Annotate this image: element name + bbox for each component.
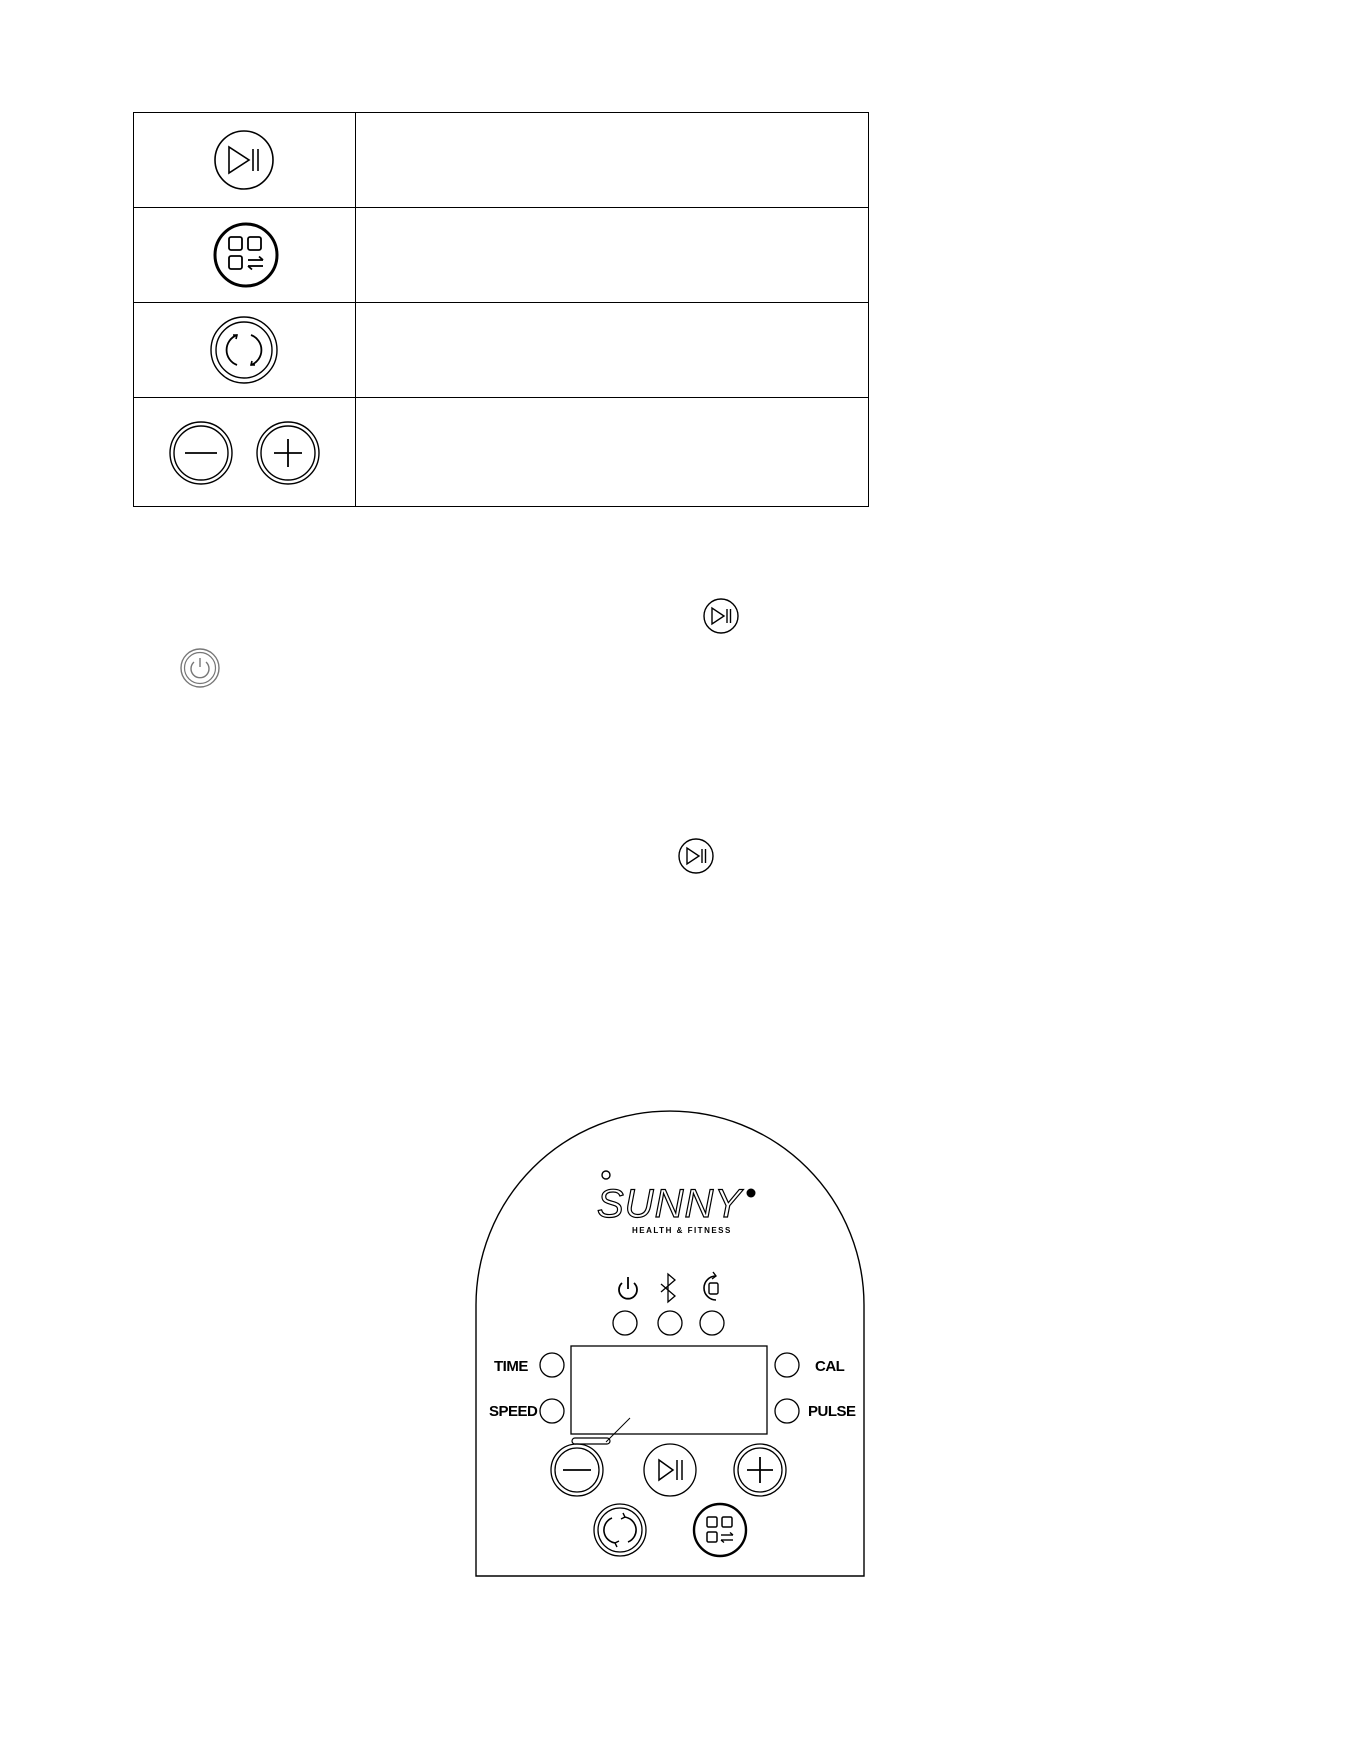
lcd-display — [571, 1346, 767, 1434]
speed-label: SPEED — [489, 1403, 538, 1420]
icon-cell — [134, 303, 356, 397]
reset-button — [594, 1504, 646, 1556]
table-row — [134, 303, 868, 398]
plus-button — [734, 1444, 786, 1496]
description-cell — [356, 398, 868, 506]
description-cell — [356, 303, 868, 397]
bluetooth-icon — [661, 1274, 675, 1302]
mode-switch-icon — [212, 221, 280, 289]
cal-label: CAL — [815, 1358, 845, 1375]
mode-button — [694, 1504, 746, 1556]
icon-cell — [134, 208, 356, 302]
time-indicator — [540, 1353, 564, 1377]
pulse-indicator — [775, 1399, 799, 1423]
pulse-label: PULSE — [808, 1403, 856, 1420]
minus-button — [551, 1444, 603, 1496]
console-outline — [476, 1111, 864, 1576]
description-cell — [356, 113, 868, 207]
time-label: TIME — [494, 1358, 528, 1375]
start-pause-icon — [702, 597, 740, 635]
minus-icon — [168, 420, 234, 486]
start-pause-icon — [212, 128, 276, 192]
reset-icon — [209, 315, 279, 385]
table-row — [134, 113, 868, 208]
power-icon — [179, 647, 221, 689]
bluetooth-indicator — [658, 1311, 682, 1335]
speed-indicator — [540, 1399, 564, 1423]
cal-indicator — [775, 1353, 799, 1377]
button-table — [133, 112, 869, 507]
sensor-pointer — [606, 1418, 630, 1442]
start-pause-button — [644, 1444, 696, 1496]
app-sync-icon — [704, 1272, 718, 1300]
brand-subtitle: HEALTH & FITNESS — [632, 1226, 732, 1235]
table-row — [134, 398, 868, 506]
description-cell — [356, 208, 868, 302]
power-icon — [619, 1277, 637, 1299]
icon-cell — [134, 398, 356, 506]
icon-cell — [134, 113, 356, 207]
brand-dot — [602, 1171, 610, 1179]
power-indicator — [613, 1311, 637, 1335]
console-panel — [470, 1100, 870, 1580]
start-pause-icon — [677, 837, 715, 875]
table-row — [134, 208, 868, 303]
brand-logo: SUNNY — [597, 1182, 743, 1226]
app-indicator — [700, 1311, 724, 1335]
plus-icon — [255, 420, 321, 486]
sensor-slot — [572, 1438, 610, 1444]
registered-mark — [747, 1189, 756, 1198]
